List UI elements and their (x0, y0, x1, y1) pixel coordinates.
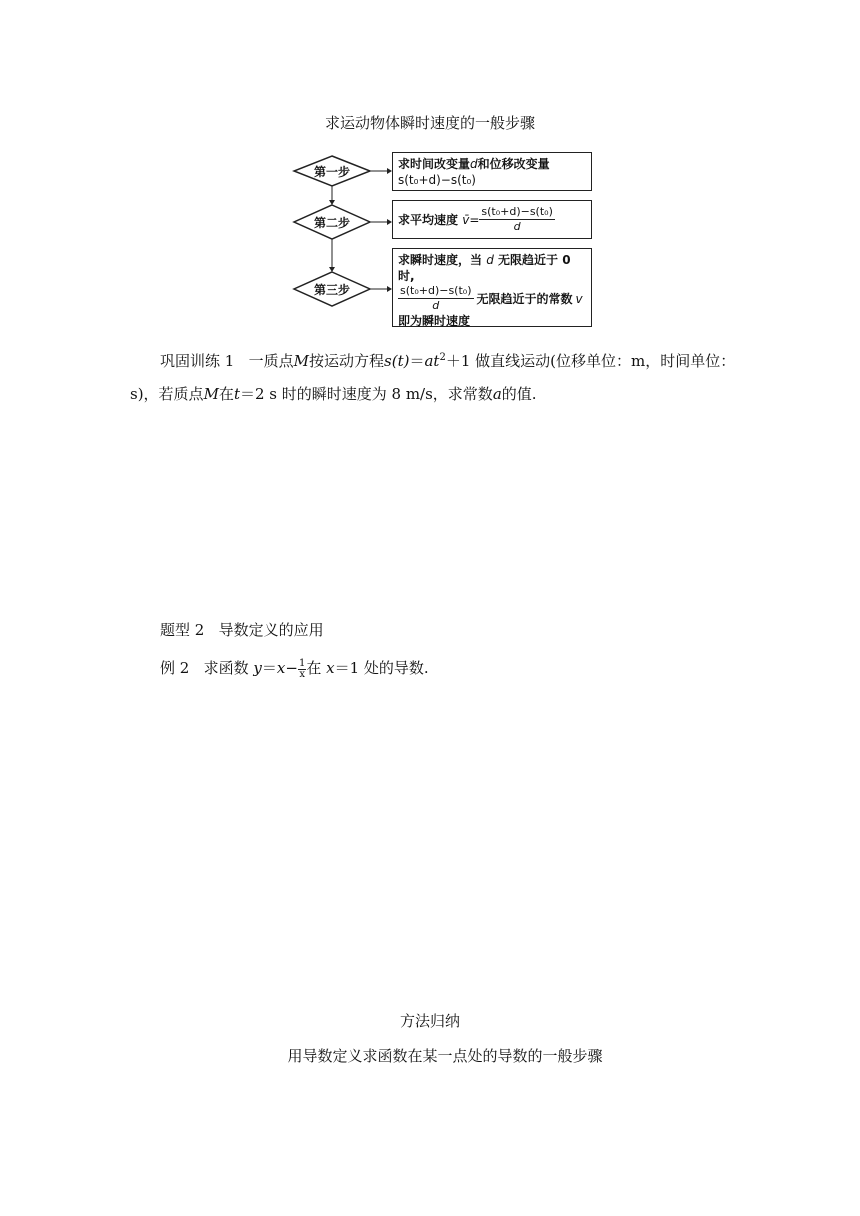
topic-title: 导数定义的应用 (218, 621, 324, 639)
step1-text-a: 求时间改变量 (398, 157, 471, 171)
method-heading: 方法归纳 (399, 1012, 460, 1030)
step1-var-d: d (470, 157, 478, 171)
step2-text-a: 求平均速度 (398, 212, 459, 227)
exercise-text-1c: ＋1 做直线运动(位移单位：m，时间单位： (445, 352, 736, 370)
exercise-text-1a: 一质点 (248, 352, 294, 370)
flowchart (292, 148, 602, 330)
exercise-line-1 (160, 348, 735, 371)
exercise-line-2 (130, 384, 537, 404)
step3-text-b: 无限趋近于 0 时, (398, 253, 571, 283)
step3-text-d: 即为瞬时速度 (398, 314, 471, 328)
step1-expr: s(t₀+d)−s(t₀) (398, 173, 476, 187)
exercise-s-t: s(t) (384, 352, 410, 370)
step3-text-a: 求瞬时速度，当 (398, 253, 483, 267)
example-eq: ＝ (261, 659, 277, 677)
exercise-text-2b: 在 (218, 385, 234, 403)
step2-box (392, 200, 592, 239)
exercise-M2: M (203, 385, 219, 403)
exercise-a: a (492, 385, 502, 403)
topic-heading (160, 620, 324, 640)
method-caption: 用导数定义求函数在某一点处的导数的一般步骤 (287, 1047, 603, 1065)
step2-vbar: v̄ (462, 212, 470, 227)
exercise-text-2a: s)，若质点 (130, 385, 204, 403)
step3-var-v: v (575, 291, 583, 306)
step2-frac-den: d (513, 220, 521, 233)
step3-var-d: d (486, 253, 494, 267)
step1-text-b: 和位移改变量 (477, 157, 550, 171)
example-line (160, 658, 429, 680)
step3-fraction (398, 284, 474, 313)
example-x2: x (326, 659, 335, 677)
example-frac-den: x (299, 668, 305, 680)
exercise-t: t (233, 385, 240, 403)
exercise-M: M (293, 352, 309, 370)
step3-frac-num: s(t₀+d)−s(t₀) (400, 284, 472, 297)
example-label: 例 2 (160, 659, 190, 677)
flowchart-caption: 求运动物体瞬时速度的一般步骤 (324, 114, 535, 132)
example-y: y (253, 659, 262, 677)
step2-label: 第二步 (313, 216, 350, 230)
exercise-at: at (424, 352, 440, 370)
step3-label: 第三步 (313, 283, 350, 297)
example-minus: − (285, 659, 298, 677)
example-frac-num: 1 (298, 657, 306, 669)
step1-label: 第一步 (313, 165, 350, 179)
example-text-a: 求函数 (203, 659, 249, 677)
example-text-b: 在 (306, 659, 322, 677)
step2-fraction (479, 205, 555, 234)
exercise-sup2: 2 (439, 352, 446, 363)
exercise-label: 巩固训练 1 (160, 352, 235, 370)
exercise-eq: ＝ (409, 352, 425, 370)
exercise-text-1b: 按运动方程 (309, 352, 385, 370)
topic-label: 题型 2 (160, 621, 205, 639)
step3-box (392, 248, 592, 327)
step2-frac-num: s(t₀+d)−s(t₀) (481, 205, 553, 218)
exercise-text-2d: 的值. (501, 385, 537, 403)
step1-box (392, 152, 592, 191)
exercise-text-2c: ＝2 s 时的瞬时速度为 8 m/s，求常数 (239, 385, 493, 403)
step3-text-c: 无限趋近于的常数 (476, 291, 573, 306)
example-x: x (276, 659, 286, 677)
example-text-c: ＝1 处的导数. (334, 659, 429, 677)
step3-frac-den: d (432, 299, 440, 312)
step2-eq: = (469, 212, 480, 227)
